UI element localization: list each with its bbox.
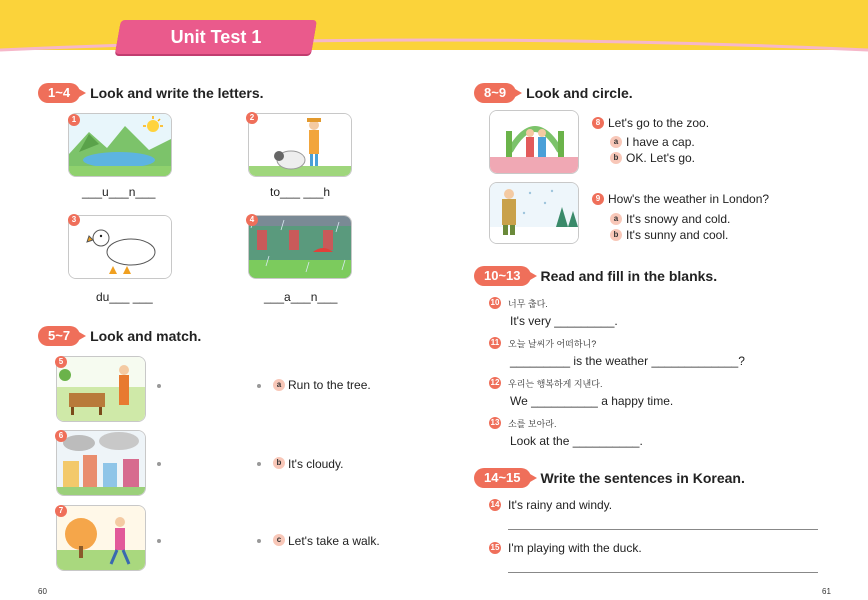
blank-word: to___ ___h bbox=[270, 185, 331, 199]
section-range-badge: 8~9 bbox=[474, 83, 516, 103]
question-number: 11 bbox=[490, 338, 500, 347]
section-title: Write the sentences in Korean. bbox=[540, 470, 745, 486]
blank-word: du___ ___ bbox=[96, 290, 153, 304]
section-range-badge: 10~13 bbox=[474, 266, 531, 286]
match-option-text: Run to the tree. bbox=[288, 378, 371, 392]
question-number: 6 bbox=[55, 430, 67, 442]
question-number: 2 bbox=[246, 112, 258, 124]
answer-line[interactable] bbox=[508, 572, 818, 573]
section-14-15-header bbox=[474, 468, 745, 488]
question-number: 9 bbox=[592, 193, 604, 205]
match-dot-right[interactable] bbox=[257, 539, 261, 543]
question-number: 5 bbox=[55, 356, 67, 368]
section-title: Look and circle. bbox=[526, 85, 633, 101]
section-title: Look and write the letters. bbox=[90, 85, 264, 101]
choice-text[interactable]: It's sunny and cool. bbox=[626, 228, 729, 242]
question-text: How's the weather in London? bbox=[608, 192, 770, 206]
question-number: 4 bbox=[246, 214, 258, 226]
section-range-badge: 14~15 bbox=[474, 468, 531, 488]
section-range-badge: 5~7 bbox=[38, 326, 80, 346]
fill-blank-sentence[interactable]: Look at the __________. bbox=[510, 434, 643, 448]
section-title: Read and fill in the blanks. bbox=[540, 268, 718, 284]
match-option-text: It's cloudy. bbox=[288, 457, 344, 471]
choice-text[interactable]: It's snowy and cold. bbox=[626, 212, 731, 226]
english-sentence: It's rainy and windy. bbox=[508, 498, 613, 512]
section-1-4-header bbox=[38, 83, 264, 103]
picture-rainy-street bbox=[248, 215, 352, 279]
question-number: 14 bbox=[490, 500, 500, 509]
option-letter[interactable]: b bbox=[610, 152, 622, 164]
question-number: 8 bbox=[592, 117, 604, 129]
question-number: 7 bbox=[55, 505, 67, 517]
english-sentence: I'm playing with the duck. bbox=[508, 541, 642, 555]
fill-blank-sentence[interactable]: It's very _________. bbox=[510, 314, 618, 328]
picture-park-walk bbox=[56, 356, 146, 422]
question-number: 15 bbox=[490, 543, 500, 552]
section-range-badge: 1~4 bbox=[38, 83, 80, 103]
blank-word: ___a___n___ bbox=[264, 290, 338, 304]
picture-zoo-entrance bbox=[489, 110, 579, 174]
question-number: 1 bbox=[68, 114, 80, 126]
answer-line[interactable] bbox=[508, 529, 818, 530]
option-letter: a bbox=[273, 379, 285, 391]
korean-prompt: 소를 보아라. bbox=[508, 419, 557, 429]
picture-man-and-sheep bbox=[248, 113, 352, 177]
question-number: 13 bbox=[490, 418, 500, 427]
blank-word: ___u___n___ bbox=[82, 185, 156, 199]
korean-prompt: 너무 춥다. bbox=[508, 299, 548, 309]
match-dot-right[interactable] bbox=[257, 384, 261, 388]
picture-lake-landscape bbox=[68, 113, 172, 177]
fill-blank-sentence[interactable]: _________ is the weather _____________? bbox=[510, 354, 745, 368]
question-number: 12 bbox=[490, 378, 500, 387]
picture-duck bbox=[68, 215, 172, 279]
korean-prompt: 오늘 날씨가 어떠하니? bbox=[508, 339, 597, 349]
option-letter[interactable]: a bbox=[610, 136, 622, 148]
option-letter[interactable]: a bbox=[610, 213, 622, 225]
picture-run-to-tree bbox=[56, 505, 146, 571]
question-number: 3 bbox=[68, 214, 80, 226]
picture-snowy-day bbox=[489, 182, 579, 244]
page-number-right: 61 bbox=[822, 587, 831, 596]
option-letter: c bbox=[273, 534, 285, 546]
option-letter[interactable]: b bbox=[610, 229, 622, 241]
match-option-text: Let's take a walk. bbox=[288, 534, 380, 548]
page-title: Unit Test 1 bbox=[170, 27, 262, 47]
page-number-left: 60 bbox=[38, 587, 47, 596]
match-dot-left[interactable] bbox=[157, 384, 161, 388]
option-letter: b bbox=[273, 457, 285, 469]
match-dot-left[interactable] bbox=[157, 462, 161, 466]
question-text: Let's go to the zoo. bbox=[608, 116, 710, 130]
match-dot-left[interactable] bbox=[157, 539, 161, 543]
choice-text[interactable]: OK. Let's go. bbox=[626, 151, 695, 165]
fill-blank-sentence[interactable]: We __________ a happy time. bbox=[510, 394, 674, 408]
korean-prompt: 우리는 행복하게 지낸다. bbox=[508, 379, 603, 389]
section-8-9-header bbox=[474, 83, 633, 103]
match-dot-right[interactable] bbox=[257, 462, 261, 466]
section-10-13-header bbox=[474, 266, 717, 286]
section-5-7-header bbox=[38, 326, 201, 346]
picture-cloudy-town bbox=[56, 430, 146, 496]
question-number: 10 bbox=[490, 298, 500, 307]
choice-text[interactable]: I have a cap. bbox=[626, 135, 695, 149]
section-title: Look and match. bbox=[90, 328, 202, 344]
